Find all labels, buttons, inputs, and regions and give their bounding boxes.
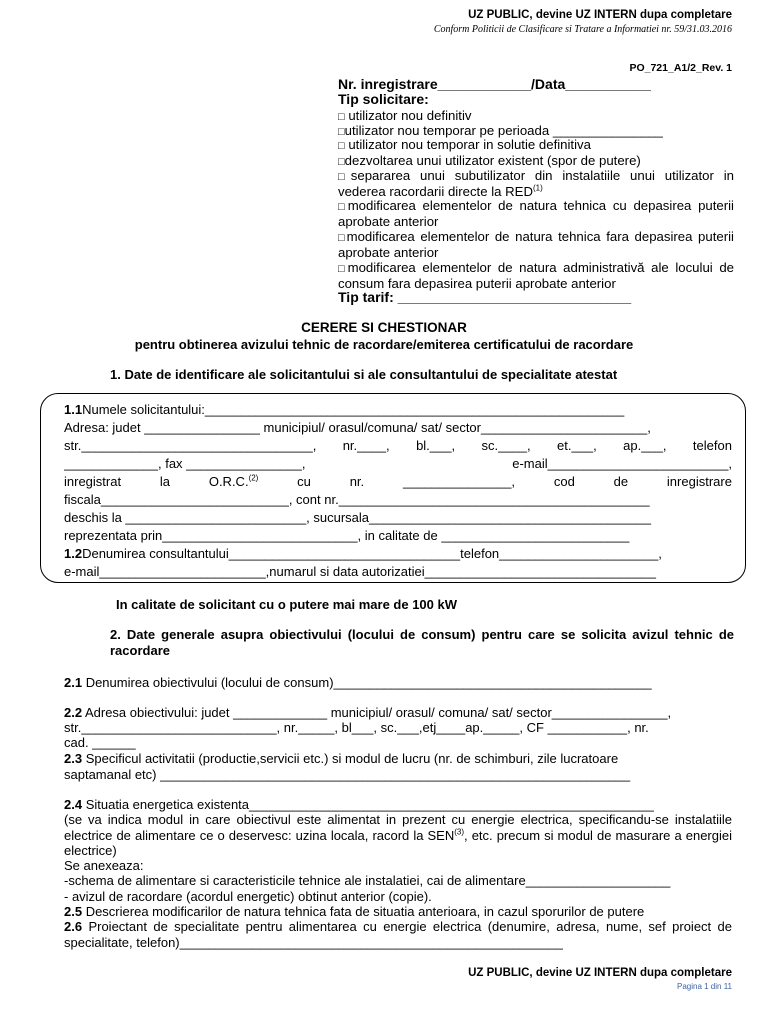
field-number: 1.2 <box>64 546 83 561</box>
representative-field[interactable]: reprezentata prin___________________________, in calitate de __________________________ <box>64 528 630 543</box>
activity-field-line2[interactable]: saptamanal etc) _________________________________________________________________ <box>64 767 631 782</box>
word: inregistrare <box>666 474 732 489</box>
footnote-ref: (2) <box>248 474 259 483</box>
nr-label: nr.____, <box>342 438 390 453</box>
annex-label: Se anexeaza: <box>64 858 144 873</box>
document-id: PO_721_A1/2_Rev. 1 <box>629 62 732 74</box>
field-number: 2.1 <box>64 675 83 690</box>
fiscal-code-field[interactable]: fiscala__________________________, cont nr.___________________________________________ <box>64 492 650 507</box>
footnote-ref: (1) <box>532 183 543 193</box>
objective-address-field[interactable] <box>64 705 732 721</box>
applicant-street-field[interactable] <box>64 438 732 454</box>
footnote-ref: (3) <box>454 827 465 837</box>
objective-name-field[interactable] <box>64 675 732 691</box>
checkbox-icon[interactable]: □ <box>338 111 345 123</box>
page-number: Pagina 1 din 11 <box>676 982 732 991</box>
word: de <box>613 474 629 489</box>
field-number: 2.2 <box>64 705 83 720</box>
option-technical-with-exceed[interactable] <box>338 199 734 229</box>
field-label: Denumirea consultantului________________________________telefon______________________, <box>82 546 662 561</box>
activity-field[interactable] <box>64 751 732 767</box>
applicant-contact-field[interactable] <box>64 456 732 472</box>
fax-label: _____________, fax ________________, <box>64 456 306 471</box>
option-label: modificarea elementelor de natura tehnica fara depasirea puterii aprobate anterior <box>338 229 734 260</box>
field-number: 2.6 <box>64 919 83 934</box>
option-technical-no-exceed[interactable] <box>338 230 734 260</box>
field-number: 2.3 <box>64 751 83 766</box>
field-label: Denumirea obiectivului (locului de consum)____________________________________________ <box>82 675 652 690</box>
objective-street-field[interactable]: str.___________________________, nr._____, bl___, sc.___,etj____ap._____, CF ___________, nr. <box>64 720 649 735</box>
checkbox-icon[interactable]: □ <box>338 201 348 213</box>
designer-field[interactable] <box>64 919 732 950</box>
field-label: Adresa obiectivului: judet _____________ municipiul/ orasul/ comuna/ sat/ sector________________, <box>82 705 672 720</box>
request-type-label: Tip solicitare: <box>338 91 429 107</box>
applicant-name-field[interactable] <box>64 402 732 418</box>
email-label: e-mail_________________________, <box>512 456 732 471</box>
word: cu <box>297 474 311 489</box>
power-note: In calitate de solicitant cu o putere mai mare de 100 kW <box>116 597 458 612</box>
option-new-temporary-definitive[interactable] <box>338 138 734 154</box>
field-number: 2.5 <box>64 904 83 919</box>
street-label: str.________________________________, <box>64 438 317 453</box>
option-label: modificarea elementelor de natura tehnica cu depasirea puterii aprobate anterior <box>338 198 734 229</box>
annex-item-schema[interactable]: -schema de alimentare si caracteristicile tehnice ale instalatiei, cai de alimentare____________________ <box>64 873 671 888</box>
field-label: Specificul activitatii (productie,servicii etc.) si modul de lucru (nr. de schimburi, zile lucratoare <box>82 751 619 766</box>
section-2-heading: 2. Date generale asupra obiectivului (locului de consum) pentru care se solicita avizul tehnic de racordare <box>110 627 734 658</box>
option-label: utilizator nou temporar in solutie definitiva <box>344 137 591 152</box>
option-label: modificarea elementelor de natura administrativă ale locului de consum fara depasirea puterii aprobate anterior <box>338 260 734 291</box>
modifications-field[interactable] <box>64 904 732 920</box>
field-label: Situatia energetica existenta________________________________________________________ <box>82 797 654 812</box>
option-label: separarea unui subutilizator din instalatiile unui utilizator in vederea racordarii directe la RED <box>338 168 734 199</box>
applicant-orc-field[interactable] <box>64 474 732 490</box>
field-number: 1.1 <box>64 402 83 417</box>
applicant-address-field[interactable]: Adresa: judet ________________ municipiul/ orasul/comuna/ sat/ sector_______________________, <box>64 420 651 435</box>
section-1-heading: 1. Date de identificare ale solicitantului si ale consultantului de specialitate atestat <box>110 367 618 382</box>
consultant-email-field[interactable]: e-mail_______________________,numarul si data autorizatiei________________________________ <box>64 564 657 579</box>
orc-label: O.R.C.$^{(2)}$ <box>208 474 259 489</box>
word: inregistrat <box>64 474 122 489</box>
energy-situation-field[interactable] <box>64 797 732 813</box>
checkbox-icon[interactable]: □ <box>338 140 345 152</box>
field-label: Proiectant de specialitate pentru alimentarea cu energie electrica (denumire, adresa, nume, sef proiect de specialitate, telefon)_____________________________________________________ <box>64 919 732 950</box>
option-label: utilizator nou temporar pe perioada _______________ <box>344 123 663 138</box>
tariff-type-field[interactable]: Tip tarif: ______________________________ <box>338 289 632 305</box>
field-label: Numele solicitantului:__________________________________________________________ <box>82 402 625 417</box>
form-subtitle: pentru obtinerea avizului tehnic de racordare/emiterea certificatului de racordare <box>134 337 634 352</box>
telefon-label: telefon <box>692 438 732 453</box>
footer-classification: UZ PUBLIC, devine UZ INTERN dupa completare <box>468 967 732 979</box>
checkbox-icon[interactable]: □ <box>338 156 345 168</box>
objective-cadastre-field[interactable]: cad. ______ <box>64 735 136 750</box>
word: cod <box>553 474 575 489</box>
word: nr. <box>349 474 365 489</box>
option-administrative[interactable] <box>338 261 734 291</box>
header-classification: UZ PUBLIC, devine UZ INTERN dupa completare <box>468 9 732 21</box>
energy-situation-note: (se va indica modul in care obiectivul este alimentat in prezent cu energie electrica, specificandu-se instalatiile electrice de alimentare ce o deservesc: uzina locala, racord la SEN$^{(3)}$, etc. precum si modul de masurare a energiei electrice) <box>64 812 732 858</box>
word: la <box>159 474 171 489</box>
checkbox-icon[interactable]: □ <box>338 126 345 138</box>
consultant-name-field[interactable] <box>64 546 732 562</box>
checkbox-icon[interactable]: □ <box>338 263 348 275</box>
form-title: CERERE SI CHESTIONAR <box>301 320 467 335</box>
annex-item-approval: - avizul de racordare (acordul energetic) obtinut anterior (copie). <box>64 889 432 904</box>
sc-label: sc.____, <box>481 438 531 453</box>
registration-number-field[interactable]: Nr. inregistrare____________/Data___________ <box>338 76 651 92</box>
field-label: Descrierea modificarilor de natura tehnica fata de situatia anterioara, in cazul sporurilor de putere <box>82 904 645 919</box>
et-label: et.___, <box>557 438 597 453</box>
word: _______________, <box>402 474 516 489</box>
ap-label: ap.___, <box>623 438 667 453</box>
bl-label: bl.___, <box>416 438 456 453</box>
checkbox-icon[interactable]: □ <box>338 232 347 244</box>
checkbox-icon[interactable]: □ <box>338 171 351 183</box>
option-sub-user-separation[interactable] <box>338 169 734 199</box>
bank-field[interactable]: deschis la _________________________, sucursala_______________________________________ <box>64 510 651 525</box>
option-label: utilizator nou definitiv <box>344 108 472 123</box>
header-policy-note: Conform Politicii de Clasificare si Tratare a Informatiei nr. 59/31.03.2016 <box>433 24 732 35</box>
option-label: dezvoltarea unui utilizator existent (spor de putere) <box>344 153 641 168</box>
field-number: 2.4 <box>64 797 83 812</box>
